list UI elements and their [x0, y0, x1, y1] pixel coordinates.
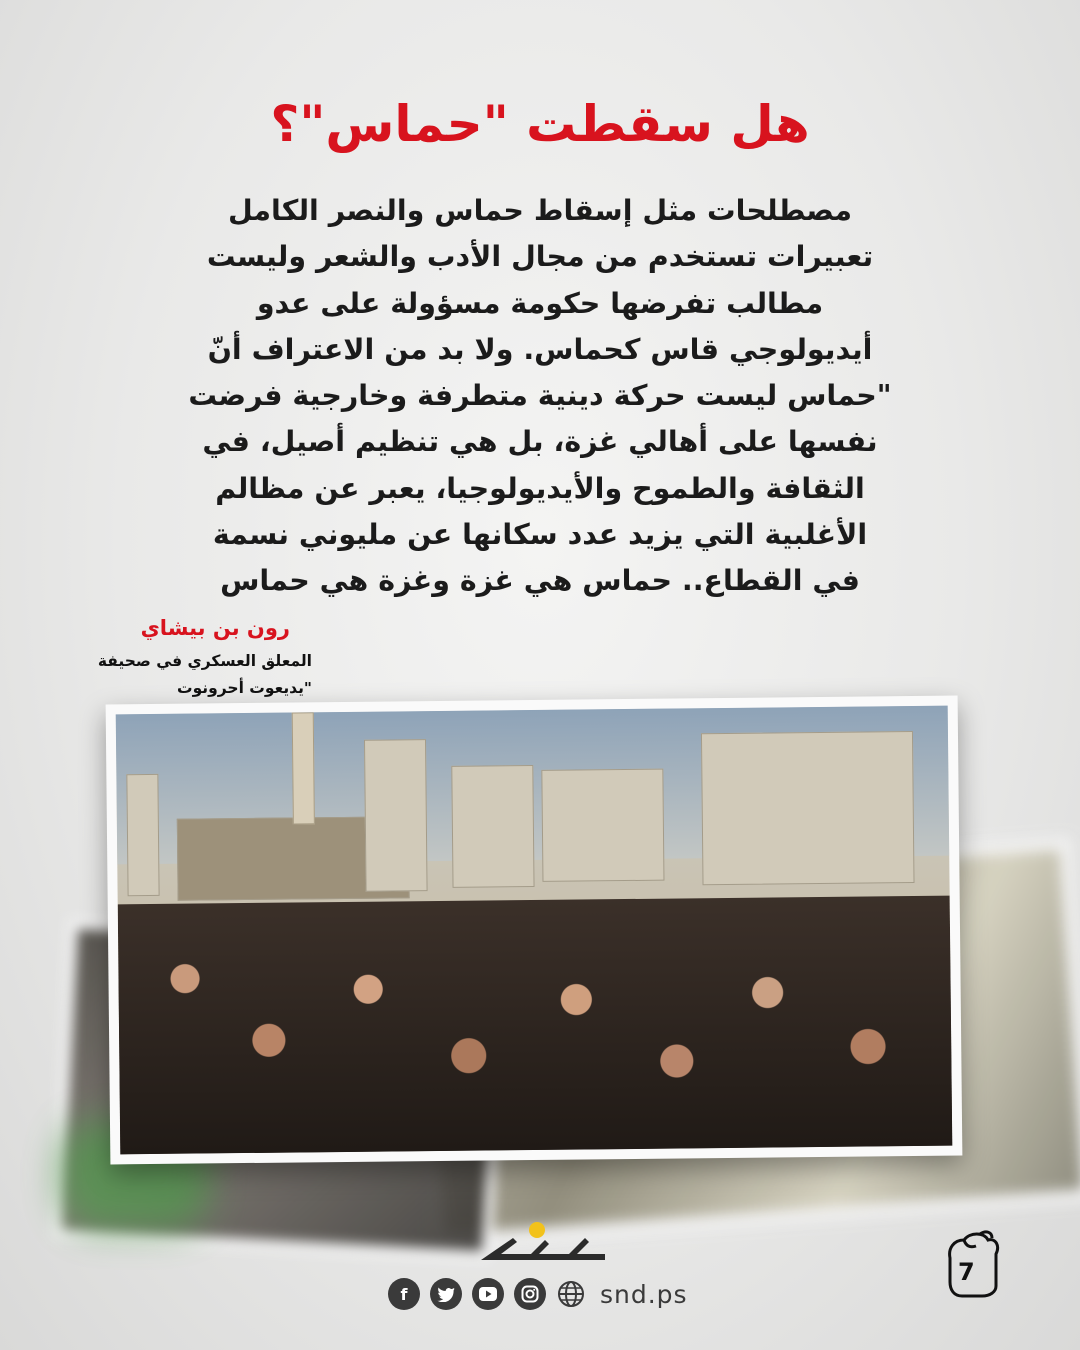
- author-name: رون بن بيشاي: [140, 616, 290, 640]
- photo-building: [364, 739, 428, 892]
- youtube-icon[interactable]: [472, 1278, 504, 1310]
- photo-building: [541, 769, 664, 882]
- quote-line: مصطلحات مثل إسقاط حماس والنصر الكامل: [227, 194, 853, 227]
- logo-wordmark-icon: [481, 1238, 605, 1260]
- author-role-line: المعلق العسكري في صحيفة: [97, 652, 312, 670]
- photo-building: [126, 774, 159, 896]
- quote-line: الأغلبية التي يزيد عدد سكانها عن مليوني نسمة: [212, 518, 868, 552]
- twitter-icon[interactable]: [430, 1278, 462, 1310]
- photo-crowd: [118, 896, 953, 1155]
- quote-line: الثقافة والطموح والأيديولوجيا، يعبر عن مظالم: [215, 471, 865, 505]
- instagram-icon[interactable]: [514, 1278, 546, 1310]
- snd-logo: [473, 1218, 613, 1268]
- main-photo-frame: [106, 696, 963, 1165]
- logo-sun-icon: [529, 1222, 545, 1238]
- quote-line: أيديولوجي قاس كحماس. ولا بد من الاعتراف أنّ: [207, 332, 873, 366]
- quote-line: في القطاع.. حماس هي غزة وغزة هي حماس: [220, 564, 860, 598]
- photo-building: [701, 731, 915, 885]
- website-link[interactable]: snd.ps: [600, 1279, 688, 1309]
- author-role: [80, 648, 312, 702]
- quote-text: [108, 188, 972, 605]
- photo-minaret: [292, 712, 315, 824]
- photo-building: [451, 765, 534, 888]
- quote-line: "حماس ليست حركة دينية متطرفة وخارجية فرضت: [188, 379, 892, 413]
- badge-number: 7: [958, 1258, 975, 1286]
- quote-line: تعبيرات تستخدم من مجال الأدب والشعر وليست: [206, 240, 874, 274]
- footer-bar: [388, 1276, 688, 1312]
- quote-line: نفسها على أهالي غزة، بل هي تنظيم أصيل، في: [202, 425, 878, 459]
- quote-line: مطالب تفرضها حكومة مسؤولة على عدو: [256, 286, 824, 320]
- facebook-icon[interactable]: f: [388, 1278, 420, 1310]
- globe-icon[interactable]: [556, 1279, 586, 1309]
- author-role-line: "يديعوت أحرونوت: [177, 679, 312, 697]
- crowd-photo: [116, 706, 953, 1155]
- post-title: هل سقطت "حماس"؟: [270, 95, 810, 153]
